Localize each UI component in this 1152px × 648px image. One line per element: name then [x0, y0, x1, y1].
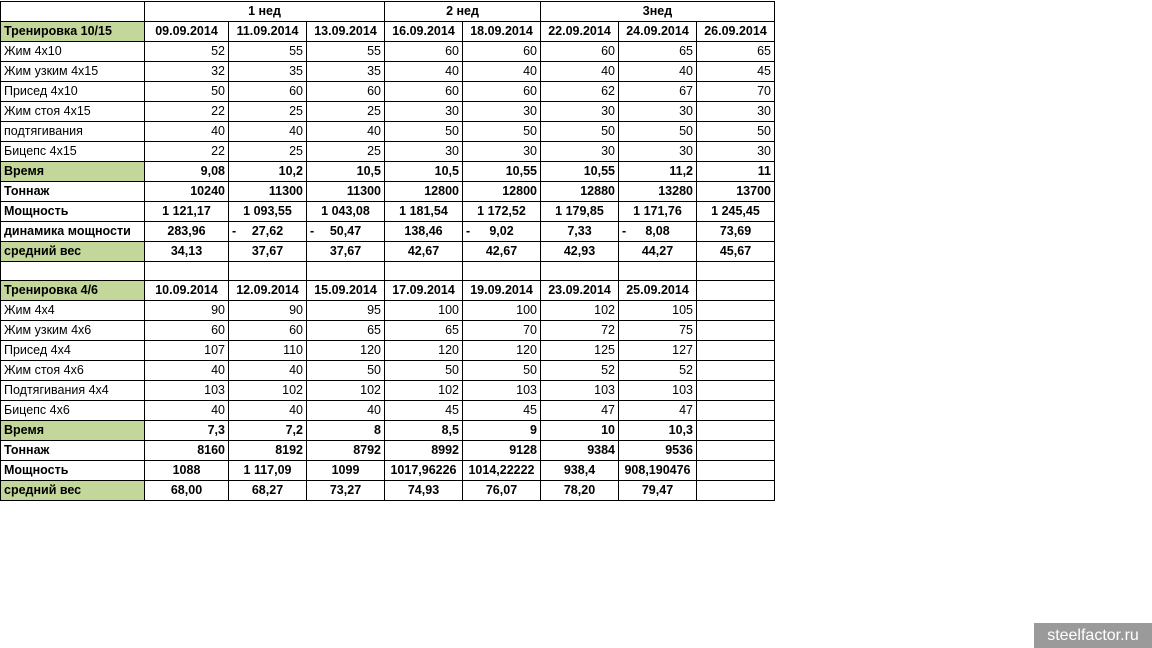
- date-header[interactable]: 12.09.2014: [229, 281, 307, 301]
- avg-value[interactable]: 78,20: [541, 481, 619, 501]
- power-value[interactable]: 938,4: [541, 461, 619, 481]
- value-cell[interactable]: 40: [145, 361, 229, 381]
- value-cell[interactable]: 60: [385, 42, 463, 62]
- value-cell[interactable]: 90: [145, 301, 229, 321]
- minus-sign: -: [466, 224, 471, 238]
- exercise-label[interactable]: Жим узким 4х15: [1, 62, 145, 82]
- dynamics-number: 50,47: [329, 224, 362, 238]
- date-header[interactable]: 22.09.2014: [541, 22, 619, 42]
- value-cell[interactable]: 40: [307, 122, 385, 142]
- value-cell[interactable]: 72: [541, 321, 619, 341]
- avg-row: [1, 242, 775, 262]
- dynamics-number: 27,62: [251, 224, 284, 238]
- tonnage-value[interactable]: 10240: [145, 182, 229, 202]
- value-cell[interactable]: 30: [619, 142, 697, 162]
- avg-value[interactable]: 42,67: [463, 242, 541, 262]
- table2-title-row: [1, 281, 775, 301]
- avg-value[interactable]: 68,00: [145, 481, 229, 501]
- value-cell[interactable]: 107: [145, 341, 229, 361]
- time-value[interactable]: 10,3: [619, 421, 697, 441]
- exercise-label[interactable]: подтягивания: [1, 122, 145, 142]
- value-cell[interactable]: 52: [619, 361, 697, 381]
- value-cell[interactable]: 60: [145, 321, 229, 341]
- dynamics-value[interactable]: [619, 222, 697, 242]
- dynamics-value[interactable]: [385, 222, 463, 242]
- value-cell[interactable]: 55: [229, 42, 307, 62]
- blank-cell[interactable]: [619, 262, 697, 281]
- value-cell[interactable]: 65: [619, 42, 697, 62]
- power-row: [1, 461, 775, 481]
- time-value[interactable]: 11,2: [619, 162, 697, 182]
- blank-row: [1, 262, 775, 281]
- value-cell[interactable]: 25: [229, 102, 307, 122]
- spreadsheet-table: [0, 1, 775, 501]
- power-value[interactable]: 1 172,52: [463, 202, 541, 222]
- exercise-label[interactable]: Жим стоя 4х15: [1, 102, 145, 122]
- power-value[interactable]: 1 117,09: [229, 461, 307, 481]
- value-cell[interactable]: 100: [385, 301, 463, 321]
- value-cell[interactable]: 60: [229, 82, 307, 102]
- value-cell[interactable]: 120: [307, 341, 385, 361]
- avg-label[interactable]: средний вес: [1, 242, 145, 262]
- spreadsheet-body: [1, 2, 775, 501]
- tonnage-value[interactable]: 13280: [619, 182, 697, 202]
- exercise-label[interactable]: Жим 4х10: [1, 42, 145, 62]
- avg-label[interactable]: средний вес: [1, 481, 145, 501]
- time-label[interactable]: Время: [1, 421, 145, 441]
- value-cell[interactable]: 120: [385, 341, 463, 361]
- value-cell[interactable]: 50: [697, 122, 775, 142]
- value-cell[interactable]: 62: [541, 82, 619, 102]
- exercise-label[interactable]: Бицепс 4х6: [1, 401, 145, 421]
- tonnage-label[interactable]: Тоннаж: [1, 441, 145, 461]
- value-cell[interactable]: 95: [307, 301, 385, 321]
- week-header[interactable]: 1 нед: [145, 2, 385, 22]
- avg-value[interactable]: 76,07: [463, 481, 541, 501]
- value-cell[interactable]: 50: [541, 122, 619, 142]
- power-value[interactable]: 1 121,17: [145, 202, 229, 222]
- time-value[interactable]: 10,5: [385, 162, 463, 182]
- value-cell[interactable]: 30: [697, 142, 775, 162]
- tonnage-value[interactable]: 12800: [463, 182, 541, 202]
- value-cell[interactable]: 102: [541, 301, 619, 321]
- date-header[interactable]: 15.09.2014: [307, 281, 385, 301]
- power-value[interactable]: 1014,22222: [463, 461, 541, 481]
- value-cell[interactable]: 30: [463, 102, 541, 122]
- value-cell[interactable]: [697, 341, 775, 361]
- time-value[interactable]: 10,5: [307, 162, 385, 182]
- value-cell[interactable]: [697, 361, 775, 381]
- power-row: [1, 202, 775, 222]
- exercise-row: [1, 102, 775, 122]
- time-value[interactable]: 10,55: [463, 162, 541, 182]
- dynamics-value[interactable]: [229, 222, 307, 242]
- time-row: [1, 162, 775, 182]
- tonnage-value[interactable]: 9128: [463, 441, 541, 461]
- power-value[interactable]: 1 179,85: [541, 202, 619, 222]
- value-cell[interactable]: 65: [697, 42, 775, 62]
- value-cell[interactable]: [697, 301, 775, 321]
- value-cell[interactable]: 40: [619, 62, 697, 82]
- time-value[interactable]: 8: [307, 421, 385, 441]
- power-value[interactable]: 908,190476: [619, 461, 697, 481]
- value-cell[interactable]: 67: [619, 82, 697, 102]
- value-cell[interactable]: 22: [145, 142, 229, 162]
- dynamics-number: 9,02: [489, 224, 514, 238]
- value-cell[interactable]: 40: [307, 401, 385, 421]
- value-cell[interactable]: 30: [385, 142, 463, 162]
- value-cell[interactable]: 60: [463, 42, 541, 62]
- value-cell[interactable]: 30: [463, 142, 541, 162]
- dynamics-number: 7,33: [567, 224, 592, 238]
- value-cell[interactable]: 50: [619, 122, 697, 142]
- value-cell[interactable]: 60: [307, 82, 385, 102]
- time-value[interactable]: 11: [697, 162, 775, 182]
- value-cell[interactable]: 25: [307, 142, 385, 162]
- blank-cell[interactable]: [1, 262, 145, 281]
- value-cell[interactable]: 40: [385, 62, 463, 82]
- value-cell[interactable]: 40: [541, 62, 619, 82]
- time-value[interactable]: 9: [463, 421, 541, 441]
- tonnage-row: [1, 441, 775, 461]
- value-cell[interactable]: 30: [385, 102, 463, 122]
- week-header[interactable]: 3нед: [541, 2, 775, 22]
- power-value[interactable]: 1088: [145, 461, 229, 481]
- block-title[interactable]: Тренировка 10/15: [1, 22, 145, 42]
- value-cell[interactable]: 90: [229, 301, 307, 321]
- value-cell[interactable]: 35: [229, 62, 307, 82]
- value-cell[interactable]: 30: [541, 102, 619, 122]
- value-cell[interactable]: 30: [541, 142, 619, 162]
- value-cell[interactable]: 102: [385, 381, 463, 401]
- exercise-label[interactable]: Присед 4х10: [1, 82, 145, 102]
- blank-cell[interactable]: [145, 262, 229, 281]
- value-cell[interactable]: 120: [463, 341, 541, 361]
- avg-value[interactable]: 44,27: [619, 242, 697, 262]
- value-cell[interactable]: 60: [229, 321, 307, 341]
- table1-title-row: [1, 22, 775, 42]
- value-cell[interactable]: 102: [229, 381, 307, 401]
- time-value[interactable]: 8,5: [385, 421, 463, 441]
- date-header[interactable]: 26.09.2014: [697, 22, 775, 42]
- time-value[interactable]: 10,2: [229, 162, 307, 182]
- avg-value[interactable]: 34,13: [145, 242, 229, 262]
- value-cell[interactable]: 40: [229, 122, 307, 142]
- value-cell[interactable]: 103: [463, 381, 541, 401]
- date-header[interactable]: 09.09.2014: [145, 22, 229, 42]
- value-cell[interactable]: 30: [697, 102, 775, 122]
- avg-value[interactable]: 73,27: [307, 481, 385, 501]
- avg-value[interactable]: 42,67: [385, 242, 463, 262]
- power-label[interactable]: Мощность: [1, 461, 145, 481]
- value-cell[interactable]: 65: [307, 321, 385, 341]
- avg-value[interactable]: 74,93: [385, 481, 463, 501]
- value-cell[interactable]: 45: [385, 401, 463, 421]
- value-cell[interactable]: [697, 321, 775, 341]
- value-cell[interactable]: 25: [229, 142, 307, 162]
- week-header-row: [1, 2, 775, 22]
- exercise-row: [1, 361, 775, 381]
- value-cell[interactable]: [697, 381, 775, 401]
- value-cell[interactable]: 102: [307, 381, 385, 401]
- time-value[interactable]: 7,2: [229, 421, 307, 441]
- value-cell[interactable]: 35: [307, 62, 385, 82]
- dynamics-row: [1, 222, 775, 242]
- dynamics-value[interactable]: [307, 222, 385, 242]
- power-value[interactable]: 1 245,45: [697, 202, 775, 222]
- exercise-row: [1, 341, 775, 361]
- date-header[interactable]: 19.09.2014: [463, 281, 541, 301]
- power-value[interactable]: 1 043,08: [307, 202, 385, 222]
- exercise-row: [1, 401, 775, 421]
- avg-value[interactable]: 37,67: [307, 242, 385, 262]
- value-cell[interactable]: 47: [541, 401, 619, 421]
- value-cell[interactable]: 50: [463, 361, 541, 381]
- value-cell[interactable]: 105: [619, 301, 697, 321]
- dynamics-value[interactable]: [463, 222, 541, 242]
- avg-value[interactable]: [697, 481, 775, 501]
- value-cell[interactable]: 65: [385, 321, 463, 341]
- dynamics-value[interactable]: [145, 222, 229, 242]
- blank-cell[interactable]: [463, 262, 541, 281]
- value-cell[interactable]: 127: [619, 341, 697, 361]
- tonnage-value[interactable]: 12880: [541, 182, 619, 202]
- avg-value[interactable]: 45,67: [697, 242, 775, 262]
- tonnage-value[interactable]: 9536: [619, 441, 697, 461]
- minus-sign: -: [232, 224, 237, 238]
- value-cell[interactable]: 40: [463, 62, 541, 82]
- tonnage-label[interactable]: Тоннаж: [1, 182, 145, 202]
- power-value[interactable]: 1099: [307, 461, 385, 481]
- tonnage-value[interactable]: 8160: [145, 441, 229, 461]
- date-header[interactable]: 18.09.2014: [463, 22, 541, 42]
- value-cell[interactable]: 40: [229, 401, 307, 421]
- tonnage-value[interactable]: 11300: [229, 182, 307, 202]
- date-header[interactable]: 16.09.2014: [385, 22, 463, 42]
- week-header[interactable]: 2 нед: [385, 2, 541, 22]
- time-value[interactable]: 10: [541, 421, 619, 441]
- value-cell[interactable]: 50: [385, 122, 463, 142]
- block-title[interactable]: Тренировка 4/6: [1, 281, 145, 301]
- time-value[interactable]: [697, 421, 775, 441]
- tonnage-value[interactable]: 8992: [385, 441, 463, 461]
- dynamics-number: 73,69: [719, 224, 752, 238]
- tonnage-value[interactable]: 11300: [307, 182, 385, 202]
- exercise-row: [1, 82, 775, 102]
- value-cell[interactable]: 100: [463, 301, 541, 321]
- exercise-label[interactable]: Жим стоя 4х6: [1, 361, 145, 381]
- value-cell[interactable]: 45: [463, 401, 541, 421]
- value-cell[interactable]: 40: [145, 122, 229, 142]
- value-cell[interactable]: 125: [541, 341, 619, 361]
- avg-value[interactable]: 42,93: [541, 242, 619, 262]
- value-cell[interactable]: 60: [541, 42, 619, 62]
- time-value[interactable]: 9,08: [145, 162, 229, 182]
- time-value[interactable]: 7,3: [145, 421, 229, 441]
- exercise-label[interactable]: Присед 4х4: [1, 341, 145, 361]
- value-cell[interactable]: 75: [619, 321, 697, 341]
- tonnage-value[interactable]: 9384: [541, 441, 619, 461]
- tonnage-value[interactable]: 13700: [697, 182, 775, 202]
- tonnage-value[interactable]: 8192: [229, 441, 307, 461]
- value-cell[interactable]: 50: [385, 361, 463, 381]
- value-cell[interactable]: 22: [145, 102, 229, 122]
- date-header[interactable]: 17.09.2014: [385, 281, 463, 301]
- blank-cell[interactable]: [307, 262, 385, 281]
- exercise-label[interactable]: Жим 4х4: [1, 301, 145, 321]
- date-header[interactable]: 11.09.2014: [229, 22, 307, 42]
- dynamics-value[interactable]: [697, 222, 775, 242]
- blank-cell[interactable]: [697, 262, 775, 281]
- avg-row: [1, 481, 775, 501]
- avg-value[interactable]: 79,47: [619, 481, 697, 501]
- value-cell[interactable]: 25: [307, 102, 385, 122]
- date-header[interactable]: 23.09.2014: [541, 281, 619, 301]
- watermark-logo: steelfactor.ru: [1034, 623, 1152, 648]
- exercise-label[interactable]: Жим узким 4х6: [1, 321, 145, 341]
- power-value[interactable]: 1 181,54: [385, 202, 463, 222]
- value-cell[interactable]: 40: [229, 361, 307, 381]
- value-cell[interactable]: 40: [145, 401, 229, 421]
- tonnage-value[interactable]: [697, 441, 775, 461]
- dynamics-value[interactable]: [541, 222, 619, 242]
- value-cell[interactable]: 45: [697, 62, 775, 82]
- blank-cell[interactable]: [229, 262, 307, 281]
- minus-sign: -: [310, 224, 315, 238]
- exercise-row: [1, 122, 775, 142]
- time-row: [1, 421, 775, 441]
- value-cell[interactable]: 70: [697, 82, 775, 102]
- date-header[interactable]: [697, 281, 775, 301]
- exercise-row: [1, 381, 775, 401]
- value-cell[interactable]: 50: [145, 82, 229, 102]
- time-label[interactable]: Время: [1, 162, 145, 182]
- corner-cell[interactable]: [1, 2, 145, 22]
- exercise-row: [1, 301, 775, 321]
- power-value[interactable]: 1 093,55: [229, 202, 307, 222]
- avg-value[interactable]: 37,67: [229, 242, 307, 262]
- value-cell[interactable]: 55: [307, 42, 385, 62]
- power-label[interactable]: Мощность: [1, 202, 145, 222]
- power-value[interactable]: 1 171,76: [619, 202, 697, 222]
- value-cell[interactable]: 110: [229, 341, 307, 361]
- dynamics-label[interactable]: динамика мощности: [1, 222, 145, 242]
- dynamics-number: 283,96: [167, 224, 206, 238]
- exercise-row: [1, 42, 775, 62]
- value-cell[interactable]: 103: [145, 381, 229, 401]
- dynamics-number: 138,46: [404, 224, 443, 238]
- exercise-row: [1, 321, 775, 341]
- exercise-row: [1, 62, 775, 82]
- time-value[interactable]: 10,55: [541, 162, 619, 182]
- date-header[interactable]: 24.09.2014: [619, 22, 697, 42]
- value-cell[interactable]: 52: [145, 42, 229, 62]
- exercise-row: [1, 142, 775, 162]
- dynamics-number: 8,08: [645, 224, 670, 238]
- date-header[interactable]: 13.09.2014: [307, 22, 385, 42]
- date-header[interactable]: 25.09.2014: [619, 281, 697, 301]
- value-cell[interactable]: 103: [541, 381, 619, 401]
- minus-sign: -: [622, 224, 627, 238]
- tonnage-value[interactable]: 8792: [307, 441, 385, 461]
- tonnage-row: [1, 182, 775, 202]
- value-cell[interactable]: 50: [307, 361, 385, 381]
- power-value[interactable]: [697, 461, 775, 481]
- value-cell[interactable]: 60: [463, 82, 541, 102]
- value-cell[interactable]: 50: [463, 122, 541, 142]
- value-cell[interactable]: 60: [385, 82, 463, 102]
- value-cell[interactable]: 103: [619, 381, 697, 401]
- value-cell[interactable]: 47: [619, 401, 697, 421]
- date-header[interactable]: 10.09.2014: [145, 281, 229, 301]
- value-cell[interactable]: 70: [463, 321, 541, 341]
- blank-cell[interactable]: [385, 262, 463, 281]
- value-cell[interactable]: 32: [145, 62, 229, 82]
- value-cell[interactable]: 30: [619, 102, 697, 122]
- blank-cell[interactable]: [541, 262, 619, 281]
- value-cell[interactable]: 52: [541, 361, 619, 381]
- value-cell[interactable]: [697, 401, 775, 421]
- exercise-label[interactable]: Подтягивания 4х4: [1, 381, 145, 401]
- tonnage-value[interactable]: 12800: [385, 182, 463, 202]
- power-value[interactable]: 1017,96226: [385, 461, 463, 481]
- avg-value[interactable]: 68,27: [229, 481, 307, 501]
- exercise-label[interactable]: Бицепс 4х15: [1, 142, 145, 162]
